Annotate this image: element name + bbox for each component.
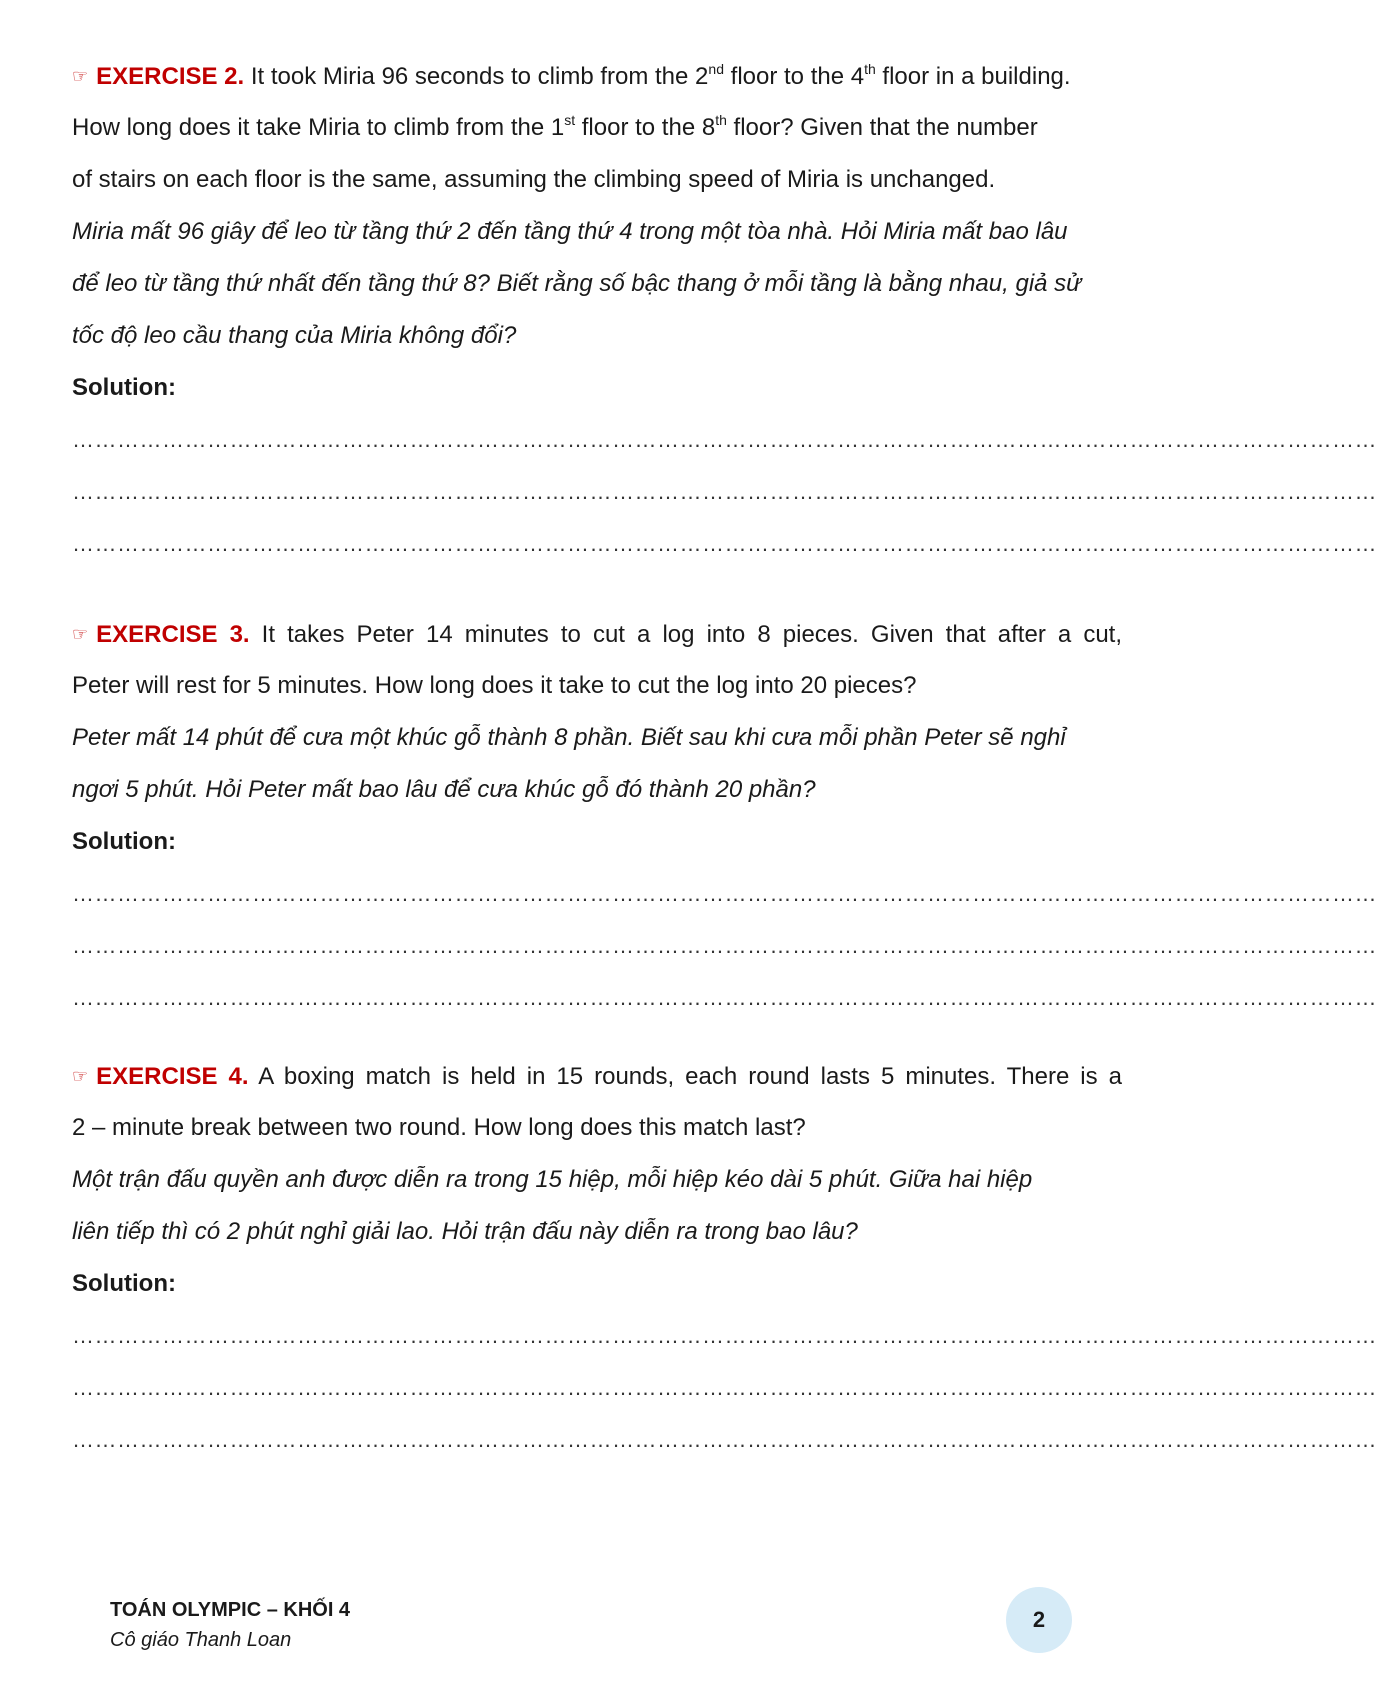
page-number-badge: 2	[1006, 1587, 1072, 1653]
page-footer	[110, 1595, 350, 1655]
answer-line[interactable]: …………………………………………………………………………………………………………………………………………………………	[72, 531, 1377, 556]
superscript: th	[864, 61, 876, 77]
superscript: st	[564, 112, 576, 128]
solution-label: Solution:	[72, 1270, 176, 1297]
exercise-4-title: EXERCISE 4.	[96, 1063, 249, 1090]
pointing-hand-icon: ☞	[72, 624, 89, 644]
exercise-2-text: floor to the 8	[575, 114, 716, 141]
exercise-2-text: How long does it take Miria to climb from the 1	[72, 114, 565, 141]
answer-line[interactable]: …………………………………………………………………………………………………………………………………………………………	[72, 427, 1377, 452]
answer-line[interactable]: …………………………………………………………………………………………………………………………………………………………	[72, 1323, 1377, 1348]
exercise-2-line-1	[72, 50, 1122, 102]
answer-line[interactable]: …………………………………………………………………………………………………………………………………………………………	[72, 479, 1377, 504]
pointing-hand-icon: ☞	[72, 66, 89, 86]
exercise-3-vi-line-1: Peter mất 14 phút để cưa một khúc gỗ thành 8 phần. Biết sau khi cưa mỗi phần Peter sẽ nghỉ	[72, 724, 1066, 751]
exercise-3-line-1	[72, 608, 1122, 660]
exercise-4-line-2: 2 – minute break between two round. How long does this match last?	[72, 1114, 806, 1141]
superscript: nd	[708, 61, 724, 77]
superscript: th	[715, 112, 727, 128]
footer-title: TOÁN OLYMPIC – KHỐI 4	[110, 1599, 351, 1621]
exercise-2-vi-line-3: tốc độ leo cầu thang của Miria không đổi?	[72, 322, 517, 349]
exercise-4-vi-line-1: Một trận đấu quyền anh được diễn ra trong 15 hiệp, mỗi hiệp kéo dài 5 phút. Giữa hai hiệp	[72, 1166, 1033, 1193]
answer-line[interactable]: …………………………………………………………………………………………………………………………………………………………	[72, 933, 1377, 958]
exercise-4-text: A boxing match is held in 15 rounds, each round lasts 5 minutes. There is a	[248, 1063, 1122, 1090]
footer-author: Cô giáo Thanh Loan	[110, 1629, 292, 1651]
exercise-4	[72, 1050, 1377, 1466]
exercise-2	[72, 50, 1377, 570]
exercise-2-text: floor in a building.	[875, 63, 1071, 90]
exercise-2-text: floor to the 4	[723, 63, 865, 90]
exercise-3-text: It takes Peter 14 minutes to cut a log into 8 pieces. Given that after a cut,	[249, 621, 1122, 648]
exercise-2-text: It took Miria 96 seconds to climb from the 2	[244, 63, 709, 90]
exercise-3	[72, 608, 1377, 1024]
exercise-3-line-2: Peter will rest for 5 minutes. How long does it take to cut the log into 20 pieces?	[72, 672, 917, 699]
solution-label: Solution:	[72, 374, 176, 401]
answer-line[interactable]: …………………………………………………………………………………………………………………………………………………………	[72, 881, 1377, 906]
answer-line[interactable]: …………………………………………………………………………………………………………………………………………………………	[72, 985, 1377, 1010]
exercise-3-title: EXERCISE 3.	[96, 621, 250, 648]
exercise-2-title: EXERCISE 2.	[96, 63, 245, 90]
pointing-hand-icon: ☞	[72, 1066, 89, 1086]
exercise-2-text: floor? Given that the number	[726, 114, 1038, 141]
exercise-2-line-3: of stairs on each floor is the same, assuming the climbing speed of Miria is unchanged.	[72, 166, 996, 193]
exercise-4-vi-line-2: liên tiếp thì có 2 phút nghỉ giải lao. Hỏi trận đấu này diễn ra trong bao lâu?	[72, 1218, 858, 1245]
answer-line[interactable]: …………………………………………………………………………………………………………………………………………………………	[72, 1427, 1377, 1452]
answer-line[interactable]: …………………………………………………………………………………………………………………………………………………………	[72, 1375, 1377, 1400]
exercise-4-line-1	[72, 1050, 1122, 1102]
exercise-2-line-2	[72, 102, 1122, 154]
solution-label: Solution:	[72, 828, 176, 855]
exercise-3-vi-line-2: ngơi 5 phút. Hỏi Peter mất bao lâu để cưa khúc gỗ đó thành 20 phần?	[72, 776, 816, 803]
exercise-2-vi-line-2: để leo từ tầng thứ nhất đến tầng thứ 8? Biết rằng số bậc thang ở mỗi tầng là bằng nhau, giả sử	[72, 270, 1082, 297]
exercise-2-vi-line-1: Miria mất 96 giây để leo từ tầng thứ 2 đến tầng thứ 4 trong một tòa nhà. Hỏi Miria mất bao lâu	[72, 218, 1068, 245]
